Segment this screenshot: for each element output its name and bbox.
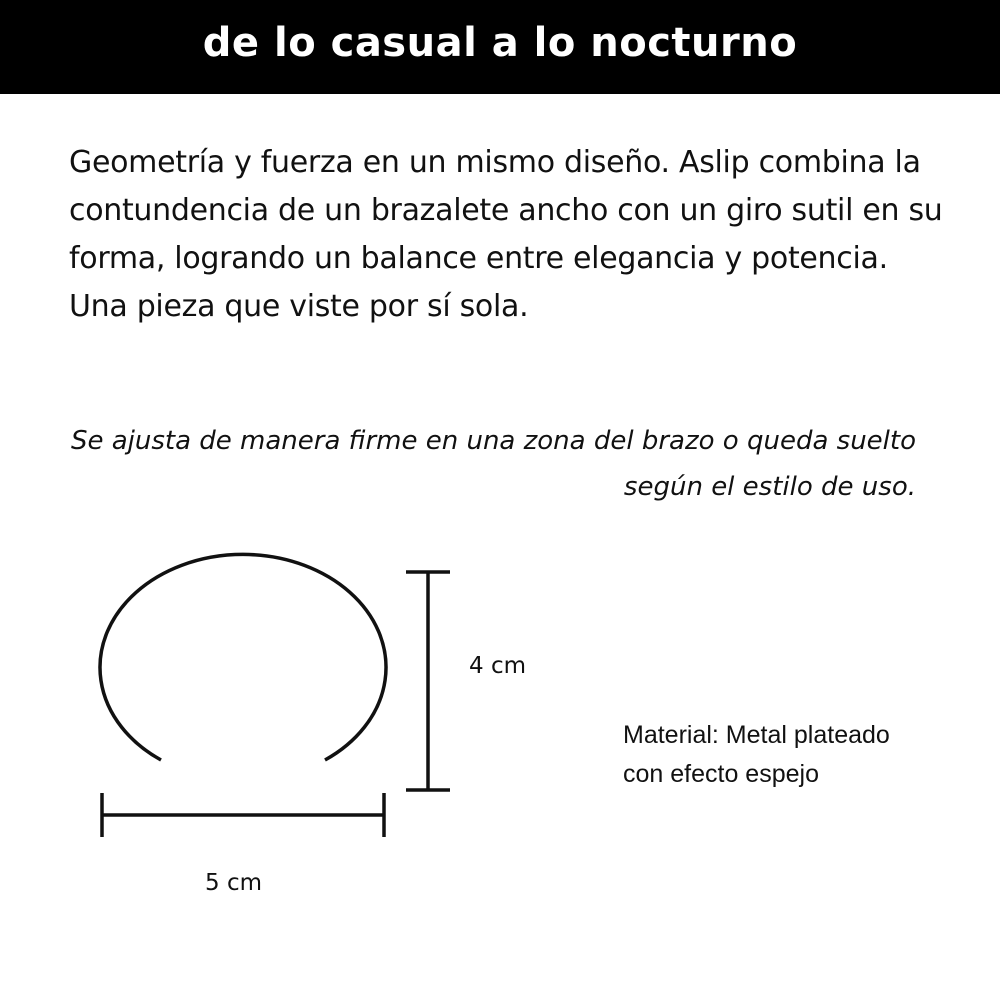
height-label: 4 cm — [469, 653, 526, 679]
width-label: 5 cm — [205, 870, 262, 896]
product-description: Geometría y fuerza en un mismo diseño. Aslip combina la contundencia de un brazalete ancho con un giro sutil en su forma, logrando un balance entre elegancia y potencia. Una pieza que viste por sí sola. — [69, 145, 943, 324]
fit-note: Se ajusta de manera firme en una zona del brazo o queda suelto según el estilo de uso. — [70, 426, 916, 502]
material-text: Material: Metal plateado con efecto espejo — [623, 721, 890, 788]
page-title: de lo casual a lo nocturno — [202, 20, 798, 66]
bracelet-outline — [100, 554, 386, 760]
header-banner — [0, 0, 1000, 94]
height-dimension-line — [406, 572, 450, 790]
width-dimension-line — [102, 793, 384, 837]
